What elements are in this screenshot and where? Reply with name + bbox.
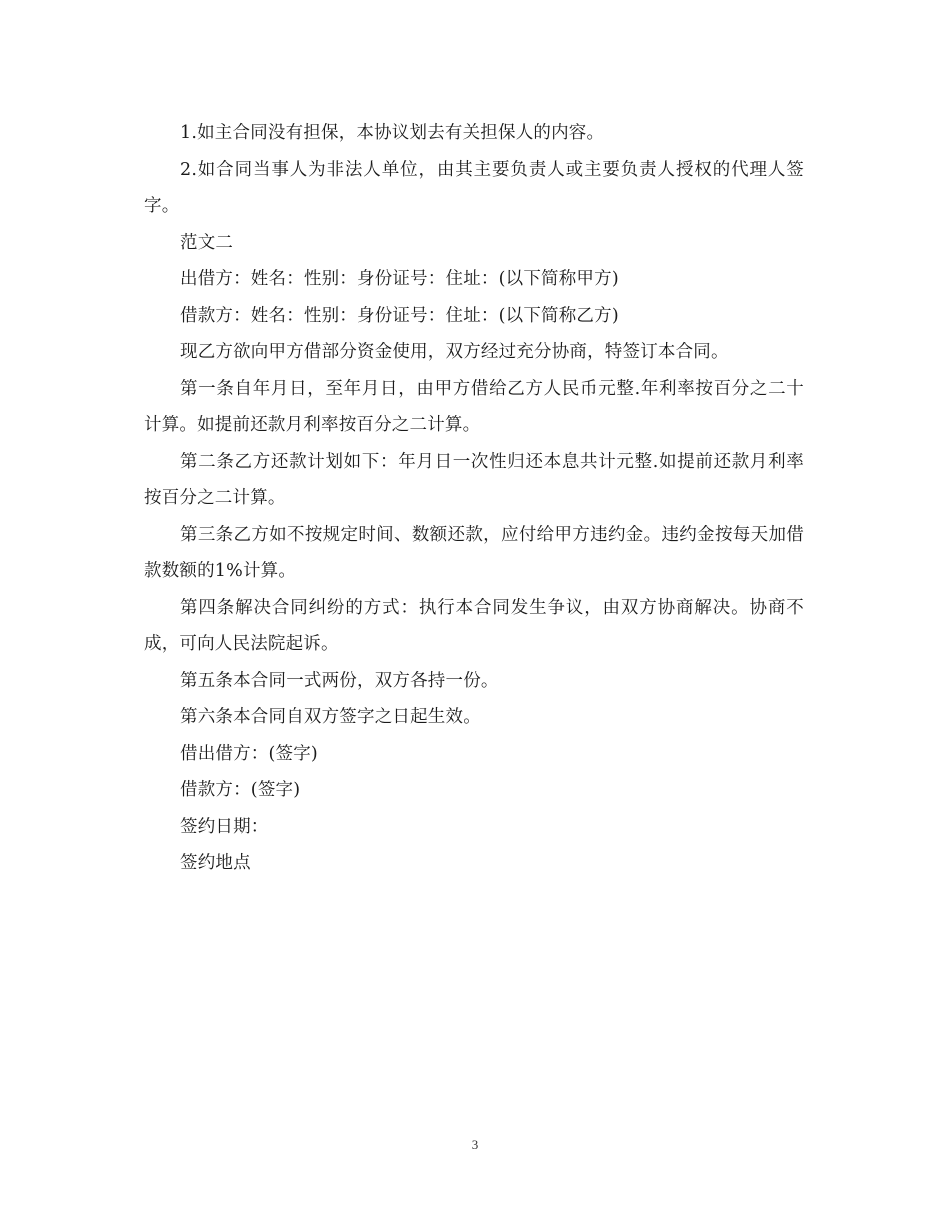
signing-place-line: 签约地点 [180,853,251,873]
section-heading-sample-two: 范文二 [180,232,234,253]
note-paragraph-1: 1.如主合同没有担保，本协议划去有关担保人的内容。 [180,123,605,143]
article-6: 第六条本合同自双方签字之日起生效。 [180,707,481,727]
lender-signature-line: 借出借方：(签字) [180,743,318,764]
document-body [144,115,804,882]
page-number: 3 [471,1137,479,1152]
note-paragraph-2: 2.如合同当事人为非法人单位，由其主要负责人或主要负责人授权的代理人签字。 [144,159,804,216]
article-3: 第三条乙方如不按规定时间、数额还款，应付给甲方违约金。违约金按每天加借款数额的1%计算。 [144,524,804,581]
contract-preamble: 现乙方欲向甲方借部分资金使用，双方经过充分协商，特签订本合同。 [180,342,729,362]
lender-info-line: 出借方：姓名：性别：身份证号：住址：(以下简称甲方) [180,269,619,289]
article-4: 第四条解决合同纠纷的方式：执行本合同发生争议，由双方协商解决。协商不成，可向人民法院起诉。 [144,597,804,654]
article-5: 第五条本合同一式两份，双方各持一份。 [180,670,499,691]
borrower-info-line: 借款方：姓名：性别：身份证号：住址：(以下简称乙方) [180,305,619,326]
borrower-signature-line: 借款方：(签字) [180,780,301,800]
article-1: 第一条自年月日，至年月日，由甲方借给乙方人民币元整.年利率按百分之二十计算。如提前还款月利率按百分之二计算。 [144,378,804,435]
article-2: 第二条乙方还款计划如下：年月日一次性归还本息共计元整.如提前还款月利率按百分之二计算。 [144,451,804,508]
signing-date-line: 签约日期： [180,816,269,837]
